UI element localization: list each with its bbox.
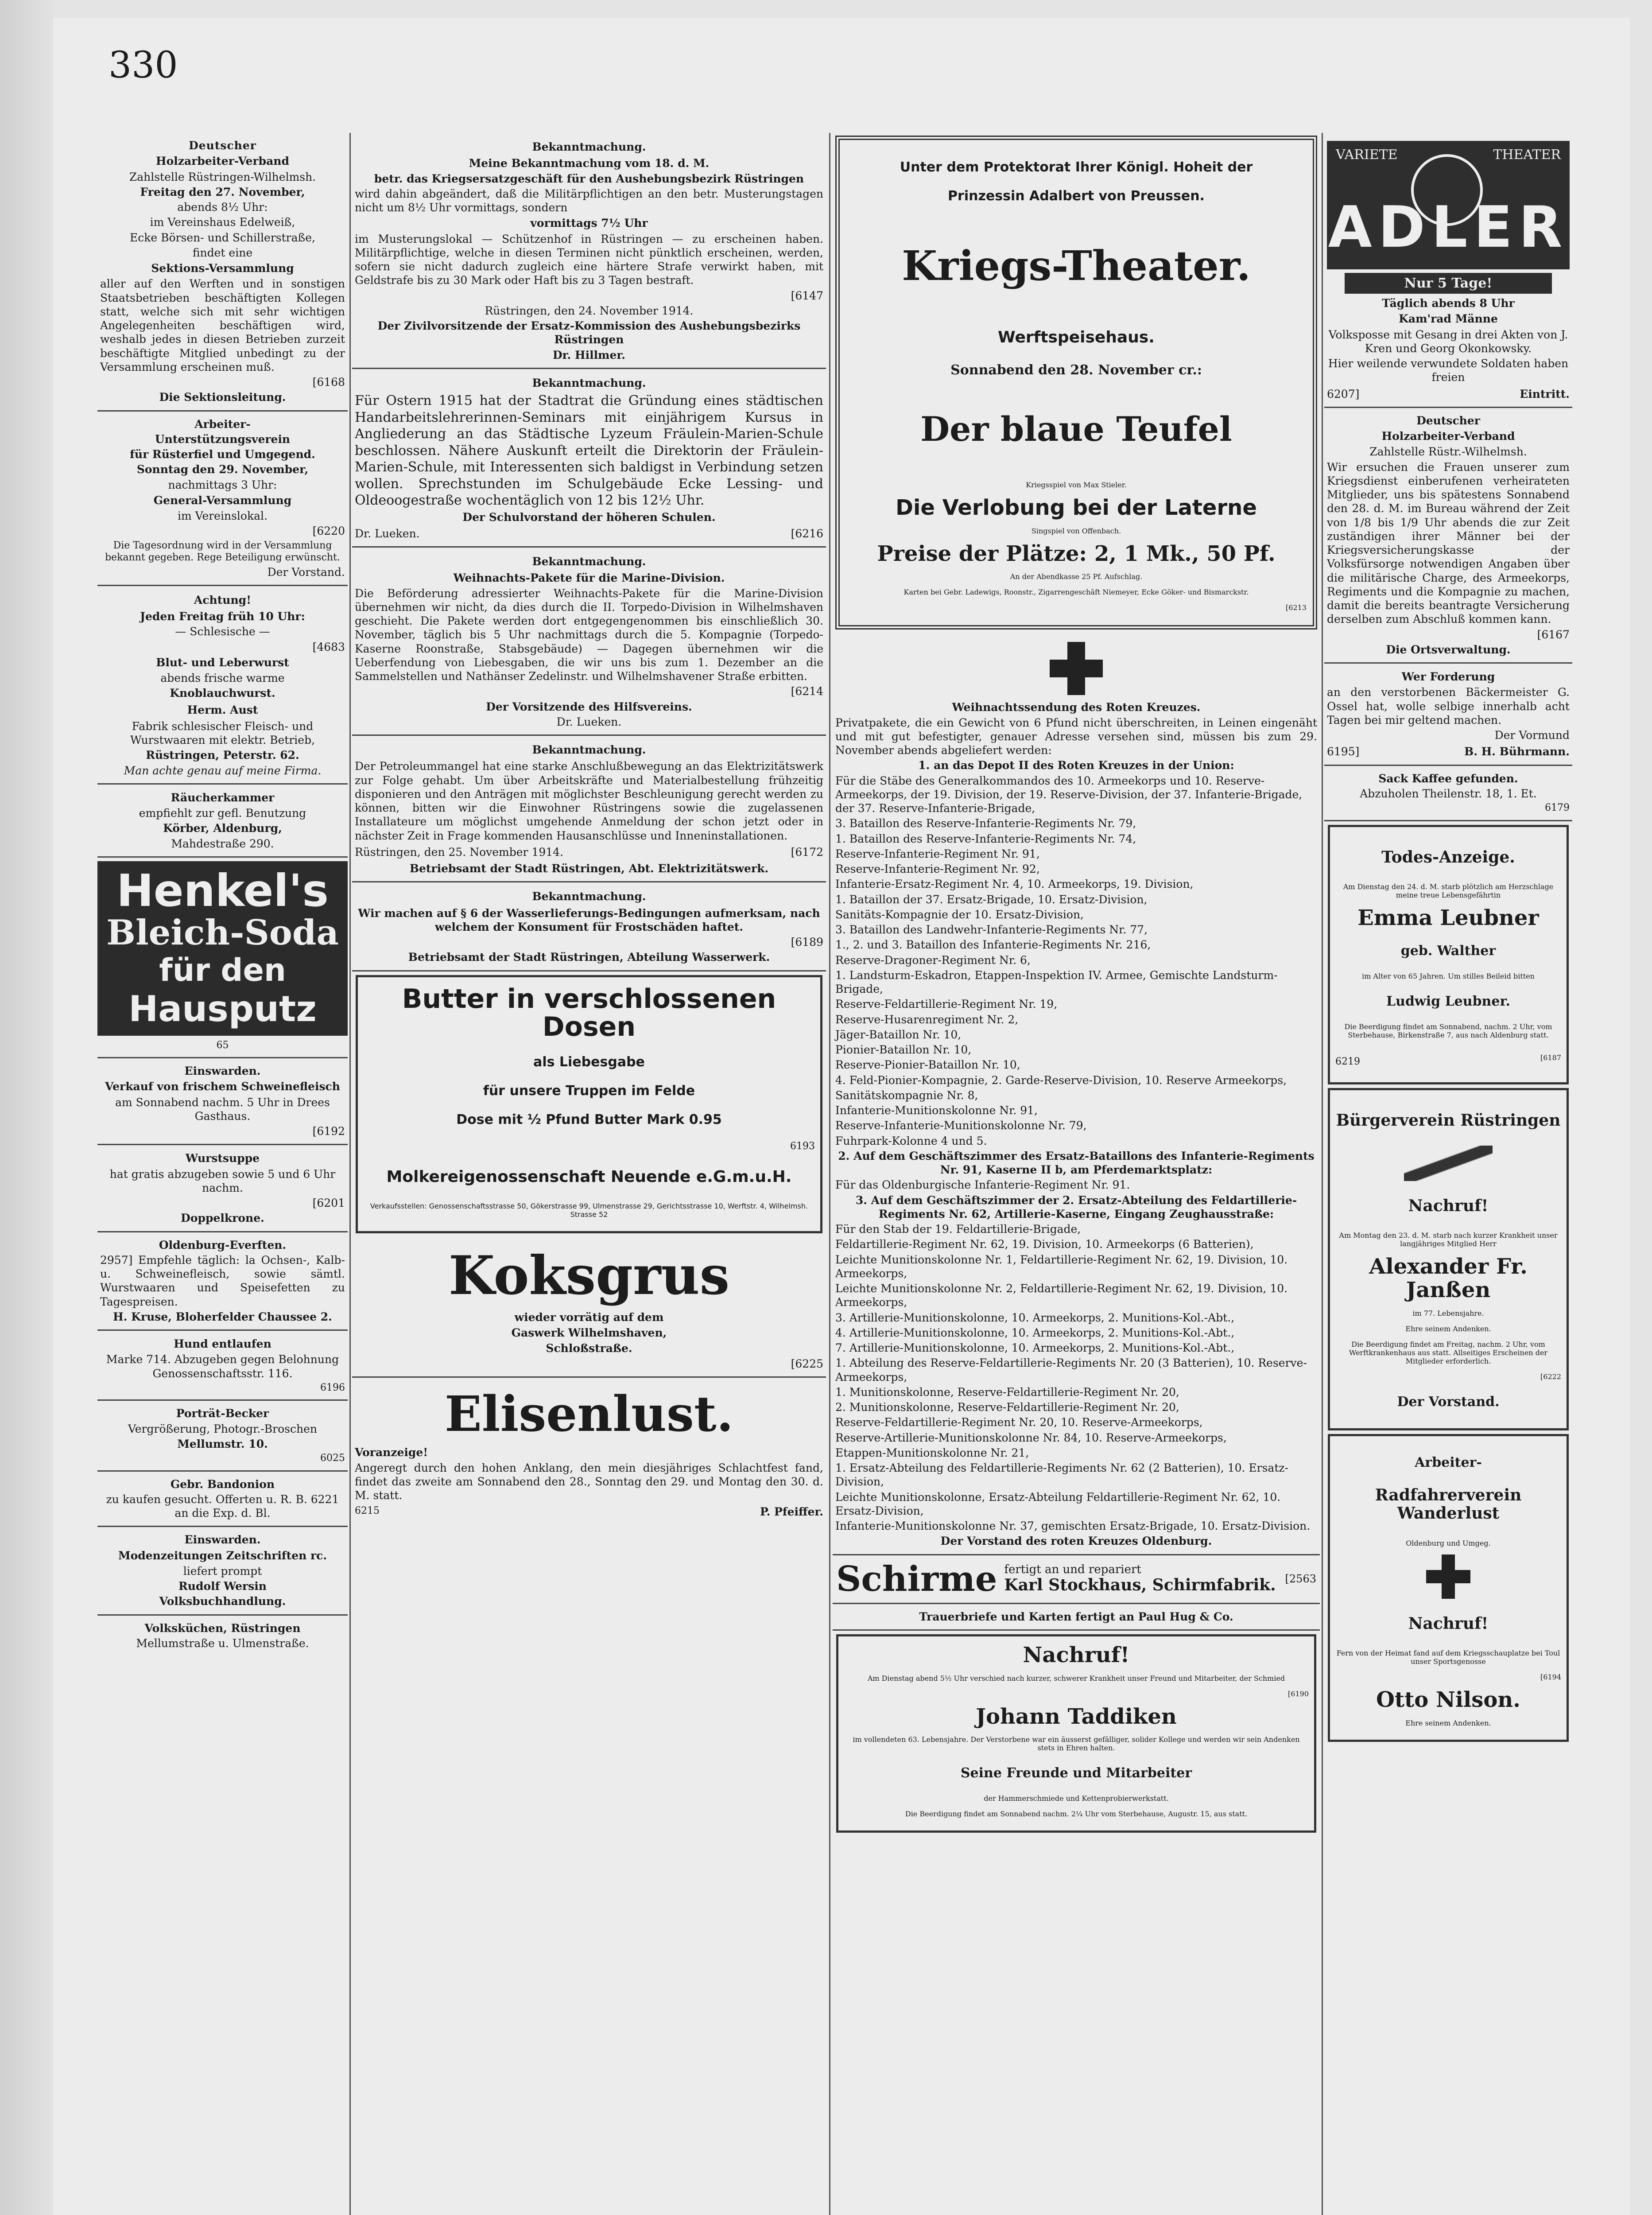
notice-signature: Der Schulvorstand der höheren Schulen. — [462, 510, 716, 524]
ad-banner: Nur 5 Tage! — [1345, 273, 1552, 294]
ad-line: wieder vorrätig auf dem — [514, 1310, 664, 1324]
unit-list-item: Pionier-Bataillon Nr. 10, — [835, 1043, 972, 1057]
ad-line: abends frische warme — [160, 672, 285, 684]
ad-title: Schirme — [836, 1558, 997, 1599]
ad-line: Unter dem Protektorat Ihrer Königl. Hoheit der — [900, 159, 1253, 175]
ad-text: Abzuholen Theilenstr. 18, 1. Et. — [1360, 787, 1537, 800]
ad-ref: 6196 — [320, 1382, 345, 1393]
notice-line: betr. das Kriegsersatzgeschäft für den Aushebungsbezirk Rüstringen — [374, 172, 804, 185]
ad-date: Sonnabend den 28. November cr.: — [950, 362, 1202, 378]
obituary-signature: Seine Freunde und Mitarbeiter — [960, 1765, 1192, 1781]
ad-firm: Molkereigenossenschaft Neuende e.G.m.u.H. — [386, 1167, 792, 1186]
ad-line: findet eine — [192, 246, 253, 259]
logo-name: ADLER — [1328, 194, 1569, 260]
notice-ref: [6172 — [791, 845, 823, 859]
notice-signature: Betriebsamt der Stadt Rüstringen, Abt. Elektrizitätswerk. — [409, 862, 769, 875]
ad-text: Karten bei Gebr. Ladewigs, Roonstr., Zigarrengeschäft Niemeyer, Ecke Göker- und Bismarckstr. — [904, 588, 1249, 597]
column-2 — [352, 133, 826, 2215]
unit-list-item: Jäger-Bataillon Nr. 10, — [835, 1028, 962, 1041]
ad-line: Freitag den 27. November, — [140, 185, 305, 198]
ad-line: Zahlstelle Rüstr.-Wilhelmsh. — [1369, 445, 1527, 459]
unit-list-item: Leichte Munitionskolonne, Ersatz-Abteilung Feldartillerie-Regiment Nr. 62, 10. Ersatz-Division, — [835, 1490, 1281, 1517]
ad-title: Volksküchen, Rüstringen — [144, 1621, 301, 1635]
unit-list-item: Infanterie-Munitionskolonne Nr. 91, — [835, 1104, 1038, 1117]
notice-line: Meine Bekanntmachung vom 18. d. M. — [469, 157, 710, 170]
obituary-ref: [6187 — [1540, 1053, 1561, 1062]
unit-list-item: Reserve-Husarenregiment Nr. 2, — [835, 1013, 1019, 1026]
ad-line: Kriegsspiel von Max Stieler. — [1026, 480, 1127, 489]
ad-ref: [6213 — [1286, 603, 1307, 612]
unit-list-item: 1., 2. und 3. Bataillon des Infanterie-Regiments Nr. 216, — [835, 938, 1151, 952]
ad-ref: [6168 — [312, 376, 345, 389]
ad-text: Angeregt durch den hohen Anklang, den mein diesjähriges Schlachtfest fand, findet das zweite am Sonnabend den 28., Sonntag den 29. und Montag den 30. d. M. statt. — [355, 1461, 823, 1502]
unit-list-item: 1. Munitionskolonne, Reserve-Feldartillerie-Regiment Nr. 20, — [835, 1385, 1179, 1399]
ad-hund — [97, 1331, 348, 1401]
ad-signature: H. Kruse, Bloherfelder Chaussee 2. — [113, 1310, 332, 1323]
ad-einswarden-fleisch — [97, 1058, 348, 1145]
unit-list-item: 1. Bataillon der 37. Ersatz-Brigade, 10. Ersatz-Division, — [835, 893, 1148, 906]
notice-title: Bekanntmachung. — [532, 555, 646, 568]
obituary-name: Johann Taddiken — [976, 1704, 1177, 1729]
notice-text: Für Ostern 1915 hat der Stadtrat die Gründung eines städtischen Handarbeitslehrerinnen-Seminars mit einjährigem Kursus in Angliederung an das Städtische Lyzeum Fräulein-Marien-Schule beschlossen. Nähere Auskunft erteilt die Direktorin der Fräulein-Marien-Schule, mit Interessenten sich baldigst in Verbindung setzen wollen. Sprechstunden im Schulgebäude Ecke Lessing- und Oldeoogestraße wochentäglich von 12 bis 12½ Uhr. — [355, 393, 823, 508]
ad-note: Man achte genau auf meine Firma. — [124, 764, 322, 777]
ad-title: Henkel's — [116, 864, 329, 917]
column-rule — [829, 133, 830, 2215]
ad-title: Koksgrus — [448, 1244, 730, 1307]
ad-ref: 65 — [216, 1039, 229, 1051]
notice-title: Weihnachtssendung des Roten Kreuzes. — [952, 701, 1201, 714]
ad-text: Wir ersuchen die Frauen unserer zum Kriegsdienst einberufenen verheirateten Mitglieder, uns bis spätestens Sonnabend den 28. d. M. im Bureau während der Zeit von 1/8 bis 1/9 Uhr abends die zur Zeit zuständigen ihrer Männer bei der Kriegsversicherungskasse der Volksfürsorge notwendigen Angaben über die militärische Charge, des Armeekorps, Regiments und die Kompagnie zu machen, damit die bereits beantragte Versicherung derselben zum Abschluß kommen kann. — [1327, 460, 1570, 626]
obituary-line: Oldenburg und Umgeg. — [1406, 1539, 1491, 1547]
ad-line: Sonntag den 29. November, — [136, 463, 309, 476]
unit-list-item: Sanitätskompagnie Nr. 8, — [835, 1088, 978, 1102]
obituary-club: Radfahrerverein Wanderlust — [1375, 1486, 1522, 1523]
ad-title: Verkauf von frischem Schweinefleisch — [105, 1080, 340, 1093]
ad-ref: 6193 — [790, 1140, 815, 1152]
ad-line: Ecke Börsen- und Schillerstraße, — [130, 231, 315, 244]
ad-ref: 6207] — [1327, 387, 1360, 400]
notice-text: im Musterungslokal — Schützenhof in Rüstringen — zu erscheinen haben. Militärpflichtige, welche in diesen Terminen nicht pünktlich erscheinen, werden, sofern sie nicht dadurch zugleich eine härtere Strafe verwirkt haben, mit Geldstrafe bis zu 30 Mark oder Haft bis zu 3 Tagen bestraft. — [355, 232, 823, 287]
ad-text: Marke 714. Abzugeben gegen Belohnung Genossenschaftsstr. 116. — [106, 1353, 339, 1380]
obituary-leubner — [1328, 825, 1569, 1084]
ad-line: Prinzessin Adalbert von Preussen. — [948, 188, 1205, 204]
notice-name: Dr. Hillmer. — [552, 348, 625, 361]
adler-logo — [1327, 141, 1570, 269]
ad-text: zu kaufen gesucht. Offerten u. R. B. 6221 an die Exp. d. Bl. — [106, 1492, 339, 1520]
ad-koksgrus — [352, 1237, 826, 1378]
ad-line: Mahdestraße 290. — [171, 837, 274, 850]
unit-list-item: Sanitäts-Kompagnie der 10. Ersatz-Division, — [835, 908, 1084, 921]
unit-list-item: 4. Feld-Pionier-Kompagnie, 2. Garde-Reserve-Division, 10. Reserve Armeekorps, — [835, 1073, 1287, 1087]
ad-volkskuechen — [97, 1616, 348, 1656]
notice-emphasis: vormittags 7½ Uhr — [530, 217, 648, 230]
unit-list-item: Reserve-Dragoner-Regiment Nr. 6, — [835, 953, 1031, 967]
obituary-signature: Ludwig Leubner. — [1386, 993, 1510, 1009]
obituary-title: Nachruf! — [1408, 1197, 1489, 1216]
ad-title: Modenzeitungen Zeitschriften rc. — [118, 1549, 327, 1562]
ad-ref: [6167 — [1537, 628, 1570, 641]
notice-date: Rüstringen, den 24. November 1914. — [485, 304, 694, 317]
ad-oldenburg — [97, 1232, 348, 1331]
ad-title: Butter in verschlossenen Dosen — [402, 983, 776, 1042]
ad-signature: Die Ortsverwaltung. — [1386, 643, 1511, 656]
ad-title: Blut- und Leberwurst — [156, 656, 289, 669]
iron-cross-icon — [1426, 1554, 1470, 1599]
notice-title: Bekanntmachung. — [532, 140, 646, 153]
ad-title: Unterstützungsverein — [155, 432, 291, 446]
ad-schirme-text — [1004, 1563, 1278, 1594]
ad-wurstsuppe — [97, 1145, 348, 1232]
obituary-ref: 6219 — [1335, 1056, 1360, 1067]
red-cross-icon — [1050, 642, 1103, 695]
ad-title: Wer Forderung — [1401, 670, 1495, 683]
ad-line: hat gratis abzugeben sowie 5 und 6 Uhr nachm. — [109, 1167, 336, 1194]
ad-firm: Karl Stockhaus, Schirmfabrik. — [1004, 1576, 1276, 1595]
ad-subtitle: Werftspeisehaus. — [998, 328, 1155, 346]
ad-pretitle: Arbeiter- — [194, 417, 251, 431]
unit-list-item: Leichte Munitionskolonne Nr. 2, Feldartillerie-Regiment Nr. 62, 19. Division, 10. Armeekorps, — [835, 1282, 1288, 1309]
column-3 — [833, 133, 1320, 2215]
ad-signature: P. Pfeiffer. — [760, 1505, 823, 1519]
obituary-line: im 77. Lebensjahre. — [1412, 1309, 1484, 1318]
ad-subtitle: Voranzeige! — [355, 1446, 428, 1459]
ad-line: am Sonnabend nachm. 5 Uhr in Drees Gasthaus. — [115, 1096, 330, 1123]
obituary-signature: Der Vorstand. — [1397, 1394, 1500, 1410]
obituary-pretitle: Arbeiter- — [1415, 1455, 1482, 1471]
notice-name: Dr. Lueken. — [556, 715, 622, 728]
ad-text: Hier weilende verwundete Soldaten haben freien — [1328, 357, 1569, 384]
notice-ref: [6216 — [791, 527, 823, 540]
unit-list-item: Reserve-Infanterie-Regiment Nr. 92, — [835, 863, 1040, 876]
ad-portraet — [97, 1401, 348, 1471]
ad-line: empfiehlt zur gefl. Benutzung — [139, 807, 306, 820]
ad-line: fertigt an und repariert — [1004, 1563, 1141, 1577]
unit-list-item: 3. Bataillon des Landwehr-Infanterie-Regiments Nr. 77, — [835, 923, 1148, 937]
unit-list-item: Feldartillerie-Regiment Nr. 62, 19. Division, 10. Armeekorps (6 Batterien), — [835, 1238, 1254, 1251]
ad-address: Rüstringen, Peterstr. 62. — [146, 749, 299, 762]
column-rule — [1322, 133, 1323, 2215]
obituary-taddiken — [836, 1634, 1316, 1833]
ad-line: Der Vormund — [1494, 729, 1570, 742]
ad-achtung — [97, 586, 348, 785]
unit-list-item: Reserve-Infanterie-Regiment Nr. 91, — [835, 847, 1040, 860]
obituary-text: Die Beerdigung findet am Sonnabend, nachm. 2 Uhr, vom Sterbehause, Birkenstraße 7, aus nach Aldenburg statt. — [1344, 1022, 1552, 1039]
obituary-title: Todes-Anzeige. — [1381, 847, 1515, 867]
obituary-signature: Ehre seinem Andenken. — [1405, 1719, 1491, 1728]
ad-title: Achtung! — [194, 593, 252, 606]
ad-text: Die Tagesordnung wird in der Versammlung bekannt gegeben. Rege Beteiligung erwünscht. — [105, 540, 340, 563]
unit-list-item: Reserve-Feldartillerie-Regiment Nr. 19, — [835, 998, 1058, 1011]
unit-list-item: Reserve-Feldartillerie-Regiment Nr. 20, 10. Reserve-Armeekorps, — [835, 1416, 1203, 1429]
page-number: 330 — [109, 44, 178, 86]
notice-heading: 3. Auf dem Geschäftszimmer der 2. Ersatz-Abteilung des Feldartillerie-Regiments Nr. 62, Artillerie-Kaserne, Eingang Zeughausstraße: — [855, 1193, 1297, 1220]
notice-seminar — [352, 369, 826, 548]
ad-line: abends 8½ Uhr: — [177, 201, 268, 214]
ad-signature: Doppelkrone. — [181, 1212, 264, 1225]
unit-list-item: 3. Artillerie-Munitionskolonne, 10. Armeekorps, 2. Munitions-Kol.-Abt., — [835, 1311, 1235, 1324]
ad-line: Dose mit ½ Pfund Butter Mark 0.95 — [456, 1111, 722, 1127]
ad-text: Fabrik schlesischer Fleisch- und Wurstwaaren mit elektr. Betrieb, — [130, 719, 315, 746]
ad-kaffee — [1324, 766, 1572, 821]
ad-holzarbeiter-2 — [1324, 408, 1572, 664]
ad-line: Gaswerk Wilhelmshaven, — [511, 1326, 667, 1340]
ad-ref: [4683 — [312, 640, 345, 653]
unit-list-3 — [835, 1222, 1317, 1533]
ad-text: Verkaufsstellen: Genossenschaftsstrasse 50, Gökerstrasse 99, Ulmenstrasse 29, Gerichtsstrasse 10, Werftstr. 4, Wilhelmsh. Strasse 52 — [370, 1201, 808, 1219]
ad-title: Bleich-Soda — [106, 912, 339, 953]
ad-line: im Vereinslokal. — [178, 509, 268, 522]
unit-list-item: Fuhrpark-Kolonne 4 und 5. — [835, 1134, 987, 1147]
ad-text: 2957] Empfehle täglich: la Ochsen-, Kalb- u. Schweinefleisch, sowie sämtl. Wurstwaaren und Speisefetten zu Tagespreisen. — [100, 1253, 345, 1308]
ad-ref: 6195] — [1327, 745, 1360, 758]
obituary-text: im Alter von 65 Jahren. Um stilles Beileid bitten — [1362, 971, 1535, 980]
ad-signature: Der Vorstand. — [267, 565, 345, 579]
ad-ref: 6179 — [1545, 802, 1570, 813]
notice-ref: [6189 — [791, 936, 823, 948]
unit-list-item: Leichte Munitionskolonne Nr. 1, Feldartillerie-Regiment Nr. 62, 19. Division, 10. Armeekorps, — [835, 1253, 1288, 1280]
notice-text: Wir machen auf § 6 der Wasserlieferungs-Bedingungen aufmerksam, nach welchem der Konsument für Frostschäden haftet. — [358, 906, 820, 933]
obituary-line: Ehre seinem Andenken. — [1405, 1325, 1491, 1333]
ad-line: — Schlesische — — [175, 625, 270, 638]
notice-signature: Betriebsamt der Stadt Rüstringen, Abteilung Wasserwerk. — [408, 951, 770, 964]
ad-title: Gebr. Bandonion — [170, 1477, 275, 1491]
notice-wasserwerk — [352, 882, 826, 971]
obituary-ref: [6190 — [1288, 1689, 1309, 1698]
ad-line: liefert prompt — [183, 1564, 262, 1578]
ad-title: Elisenlust. — [444, 1385, 734, 1442]
ad-elisenlust — [352, 1378, 826, 1525]
obituary-line: geb. Walther — [1400, 943, 1496, 959]
ad-text: Volksposse mit Gesang in drei Akten von J. Kren und Georg Okonkowsky. — [1328, 328, 1568, 355]
notice-heading: 2. Auf dem Geschäftszimmer des Ersatz-Bataillons des Infanterie-Regiments Nr. 91, Kaserne II b, am Pferdemarktsplatz: — [838, 1149, 1315, 1177]
unit-list-item: Für den Stab der 19. Feldartillerie-Brigade, — [835, 1223, 1081, 1236]
notice-rotes-kreuz — [833, 632, 1320, 1555]
ad-title: Sektions-Versammlung — [151, 262, 294, 275]
ad-ref: [6201 — [312, 1197, 345, 1210]
ad-play-title: Der blaue Teufel — [920, 409, 1232, 449]
notice-text: Der Petroleummangel hat eine starke Anschlußbewegung an das Elektrizitätswerk zur Folge gehabt. Um über Arbeitskräfte und Materialbestellung frühzeitig disponieren und den Anträgen mit möglichster Beschleunigung gerecht werden zu können, bitten wir die Einwohner Rüstringens sowie die zugelassenen Installateure um möglichst umgehende Anmeldung der schon jetzt oder in nächster Zeit in Frage kommenden Hausanschlüsse und Inneninstallationen. — [355, 760, 823, 842]
ad-line: im Vereinshaus Edelweiß, — [150, 216, 295, 229]
unit-list-item: 2. Munitionskolonne, Reserve-Feldartillerie-Regiment Nr. 20, — [835, 1401, 1179, 1414]
ad-ref: [6192 — [312, 1125, 345, 1138]
unit-list-item: 1. Bataillon des Reserve-Infanterie-Regiments Nr. 74, — [835, 832, 1136, 845]
notice-elektrizitaet — [352, 736, 826, 882]
ad-raeucherkammer — [97, 785, 348, 858]
notice-signature: Der Vorstand des roten Kreuzes Oldenburg. — [940, 1535, 1212, 1548]
unit-list-item: Infanterie-Munitionskolonne Nr. 37, gemischten Ersatz-Brigade, 10. Ersatz-Division. — [835, 1519, 1311, 1533]
logo-text: VARIETE — [1336, 147, 1398, 163]
unit-list-item: 1. Landsturm-Eskadron, Etappen-Inspektion IV. Armee, Gemischte Landsturm-Brigade, — [835, 968, 1278, 996]
ad-name: Rudolf Wersin — [178, 1580, 267, 1593]
unit-list-1 — [835, 774, 1317, 1148]
ad-line: nachmittags 3 Uhr: — [168, 478, 277, 491]
notice-line: Für das Oldenburgische Infanterie-Regiment Nr. 91. — [835, 1178, 1130, 1192]
ad-title: Porträt-Becker — [176, 1407, 269, 1420]
ad-line: Jeden Freitag früh 10 Uhr: — [140, 610, 305, 623]
notice-text: Die Beförderung adressierter Weihnachts-Pakete für die Marine-Division übernehmen wir nicht, da dies durch die II. Torpedo-Division in Wilhelmshaven geschieht. Die Pakete werden dort entgegengenommen bis einschließlich 30. November, täglich bis 5 Uhr nachmittags durch die 5. Kompagnie (Torpedo-Kaserne Roonstraße, Stabsgebäude) — Dagegen übernehmen wir die Ueberfendung von Liebesgaben, die wir uns bis zum 1. Dezember an die Sammelstellen und Nathänser Zedelinstr. und Wilhelmshavener Straße erbitten. — [355, 587, 823, 683]
ad-line: Mellumstraße u. Ulmenstraße. — [136, 1636, 309, 1650]
ad-line: für den — [159, 952, 286, 988]
ad-line: Eintritt. — [1520, 387, 1570, 400]
ad-signature: B. H. Bührmann. — [1464, 745, 1570, 758]
ad-pretitle: Einswarden. — [184, 1533, 261, 1547]
notice-name: Dr. Lueken. — [355, 527, 420, 540]
notice-ref: [6147 — [791, 289, 823, 302]
column-4 — [1324, 133, 1572, 2215]
unit-list-item: Infanterie-Ersatz-Regiment Nr. 4, 10. Armeekorps, 19. Division, — [835, 878, 1194, 891]
notice-title: Bekanntmachung. — [532, 376, 646, 389]
ad-title: Herm. Aust — [187, 703, 258, 716]
obituary-text: Die Beerdigung findet am Sonnabend nachm. 2¼ Uhr vom Sterbehause, Augustr. 15, aus statt. — [905, 1810, 1248, 1819]
ad-title: Wurstsuppe — [185, 1152, 260, 1165]
notice-musterung — [352, 133, 826, 369]
ad-forderung — [1324, 664, 1572, 766]
unit-list-item: Etappen-Munitionskolonne Nr. 21, — [835, 1446, 1029, 1459]
notice-text: wird dahin abgeändert, daß die Militärpflichtigen an den betr. Musterungstagen nicht um 8½ Uhr vormittags, sondern — [355, 187, 823, 214]
ad-title: Kriegs-Theater. — [902, 242, 1251, 290]
ad-kriegs-theater — [835, 136, 1317, 630]
ad-line: Täglich abends 8 Uhr — [1382, 297, 1515, 310]
obituary-signature: der Hammerschmiede und Kettenprobierwerkstatt. — [984, 1794, 1169, 1803]
notice-date: Rüstringen, den 25. November 1914. — [355, 845, 564, 859]
obituary-club: Bürgerverein Rüstringen — [1336, 1111, 1561, 1130]
ad-title: Trauerbriefe und Karten fertigt an Paul Hug & Co. — [919, 1610, 1233, 1623]
ad-ref: [6225 — [791, 1357, 823, 1370]
obituary-text: Am Dienstag den 24. d. M. starb plötzlich am Herzschlage meine treue Lebensgefährtin — [1343, 882, 1554, 899]
ad-title: Holzarbeiter-Verband — [1381, 430, 1515, 443]
notice-heading: 1. an das Depot II des Roten Kreuzes in der Union: — [918, 759, 1234, 772]
unit-list-item: 1. Abteilung des Reserve-Feldartillerie-Regiments Nr. 20 (3 Batterien), 10. Reserve-Armeekorps, — [835, 1356, 1307, 1383]
obituary-text: Am Dienstag abend 5½ Uhr verschied nach kurzer, schwerer Krankheit unser Freund und Mitarbeiter, der Schmied — [867, 1674, 1285, 1683]
notice-ref: [6214 — [791, 685, 823, 698]
column-rule — [349, 133, 351, 2215]
obituary-name: Alexander Fr. Janßen — [1369, 1254, 1528, 1303]
unit-list-item: Für die Stäbe des Generalkommandos des 10. Armeekorps und 10. Reserve-Armeekorps, der 19. Division, der 19. Reserve-Division, der 37. Infanterie-Brigade, der 37. Reserve-Infanterie-Brigade, — [835, 774, 1303, 815]
obituary-name: Emma Leubner — [1357, 905, 1539, 930]
column-1 — [97, 133, 348, 2215]
ad-einswarden-zeitschriften — [97, 1527, 348, 1615]
notice-signature: Der Zivilvorsitzende der Ersatz-Kommission des Aushebungsbezirks Rüstringen — [377, 319, 801, 346]
unit-list-item: Reserve-Pionier-Bataillon Nr. 10, — [835, 1058, 1020, 1072]
obituary-nilson — [1328, 1434, 1569, 1742]
ad-pretitle: Einswarden. — [184, 1065, 261, 1078]
ad-signature: Die Sektionsleitung. — [159, 391, 286, 404]
ad-schirme — [833, 1555, 1320, 1604]
ad-line: Singspiel von Offenbach. — [1031, 526, 1121, 535]
obituary-ref: [6222 — [1540, 1372, 1561, 1381]
ad-line: Zahlstelle Rüstringen-Wilhelmsh. — [129, 170, 316, 183]
ad-holzarbeiter-1 — [97, 133, 348, 412]
obituary-janssen — [1328, 1088, 1569, 1430]
unit-list-item: Reserve-Infanterie-Munitionskolonne Nr. 79, — [835, 1119, 1087, 1132]
ad-play-title: Die Verlobung bei der Laterne — [896, 495, 1257, 520]
ad-text: aller auf den Werften und in sonstigen Staatsbetrieben beschäftigten Kollegen statt, welche sich mit sehr wichtigen Angelegenheiten beschäftigen wird, weshalb jedes in diesen Betrieben zurzeit beschäftigte Mitglied unbedingt zu der Versammlung erscheinen muß. — [100, 277, 345, 373]
page-binding — [0, 0, 53, 2215]
ad-line: als Liebesgabe — [533, 1054, 645, 1070]
unit-list-item: 1. Ersatz-Abteilung des Feldartillerie-Regiments Nr. 62 (2 Batterien), 10. Ersatz-Division, — [835, 1461, 1288, 1488]
obituary-title: Nachruf! — [1023, 1642, 1130, 1667]
ad-signature: Volksbuchhandlung. — [159, 1595, 286, 1608]
unit-list-item: 4. Artillerie-Munitionskolonne, 10. Armeekorps, 2. Munitions-Kol.-Abt., — [835, 1326, 1235, 1339]
ad-ref: 6025 — [320, 1453, 345, 1464]
ad-adler-theater — [1324, 133, 1572, 408]
ad-title: General-Versammlung — [153, 494, 292, 507]
ad-pretitle: Deutscher — [1416, 414, 1480, 427]
notice-title: Bekanntmachung. — [532, 743, 646, 756]
ad-henkel-ref — [97, 1039, 348, 1059]
ad-title: Sack Kaffee gefunden. — [1378, 772, 1518, 785]
ad-title: Räucherkammer — [171, 791, 275, 804]
ad-line: An der Abendkasse 25 Pf. Aufschlag. — [1010, 572, 1143, 581]
obituary-title: Nachruf! — [1408, 1614, 1489, 1633]
unit-list-item: Reserve-Artillerie-Munitionskolonne Nr. 84, 10. Reserve-Armeekorps, — [835, 1431, 1227, 1444]
ad-bandonion — [97, 1472, 348, 1527]
ad-line: Körber, Aldenburg, — [163, 822, 282, 835]
ad-butter — [356, 975, 822, 1233]
ad-henkel — [97, 861, 348, 1036]
ad-title: Oldenburg-Everften. — [159, 1238, 287, 1251]
obituary-text: Die Beerdigung findet am Freitag, nachm. 2 Uhr, vom Werftkrankenhaus aus statt. Allseitiges Erscheinen der Mitglieder erforderlich. — [1349, 1340, 1548, 1366]
ad-address: Mellumstr. 10. — [177, 1437, 268, 1450]
ad-title: Hund entlaufen — [174, 1337, 271, 1351]
notice-title: Bekanntmachung. — [532, 890, 646, 903]
obituary-ref: [6194 — [1540, 1673, 1561, 1682]
ad-line: für unsere Truppen im Felde — [483, 1083, 695, 1099]
obituary-text: Fern von der Heimat fand auf dem Kriegsschauplatze bei Toul unser Sportsgenosse — [1336, 1649, 1560, 1666]
notice-text: Privatpakete, die ein Gewicht von 6 Pfund nicht überschreiten, in Leinen eingenäht und mit gut befestigter, genauer Adresse versehen sind, müssen bis zum 29. November abends abgeliefert werden: — [835, 716, 1317, 757]
ad-line: Schloßstraße. — [546, 1342, 632, 1355]
ad-subtitle: für Rüsterfiel und Umgegend. — [130, 448, 315, 461]
unit-list-item: 3. Bataillon des Reserve-Infanterie-Regiments Nr. 79, — [835, 817, 1136, 830]
ad-unterstuetzungsverein — [97, 412, 348, 586]
logo-text: THEATER — [1493, 147, 1561, 163]
feather-icon — [1404, 1146, 1493, 1181]
ad-line: Vergrößerung, Photogr.-Broschen — [128, 1422, 317, 1435]
ad-ref: [6220 — [312, 525, 345, 538]
obituary-name: Otto Nilson. — [1376, 1687, 1520, 1713]
ad-trauerbriefe — [833, 1604, 1320, 1631]
notice-subtitle: Weihnachts-Pakete für die Marine-Division. — [453, 571, 725, 585]
obituary-text: Am Montag den 23. d. M. starb nach kurzer Krankheit unser langjähriges Mitglied Herr — [1339, 1231, 1558, 1248]
ad-title: Knoblauchwurst. — [170, 687, 275, 700]
obituary-text: im vollendeten 63. Lebensjahre. Der Verstorbene war ein äusserst gefälliger, solider Kollege und werden wir sein Andenken stets in Ehren halten. — [853, 1735, 1300, 1753]
ad-text: an den verstorbenen Bäckermeister G. Ossel hat, wolle selbige innerhalb acht Tagen bei mir geltend machen. — [1327, 686, 1570, 727]
ad-title: Kam'rad Männe — [1399, 312, 1498, 326]
ad-line: Hausputz — [128, 988, 317, 1030]
notice-weihnachtspakete — [352, 548, 826, 736]
notice-signature: Der Vorsitzende des Hilfsvereins. — [486, 700, 692, 713]
unit-list-item: 7. Artillerie-Munitionskolonne, 10. Armeekorps, 2. Munitions-Kol.-Abt., — [835, 1341, 1235, 1355]
ad-ref: 6215 — [355, 1505, 380, 1517]
ad-pretitle: Deutscher — [189, 139, 256, 152]
ad-ref: [2563 — [1285, 1573, 1316, 1585]
ad-title: Holzarbeiter-Verband — [156, 155, 289, 168]
ad-price: Preise der Plätze: 2, 1 Mk., 50 Pf. — [877, 541, 1276, 566]
